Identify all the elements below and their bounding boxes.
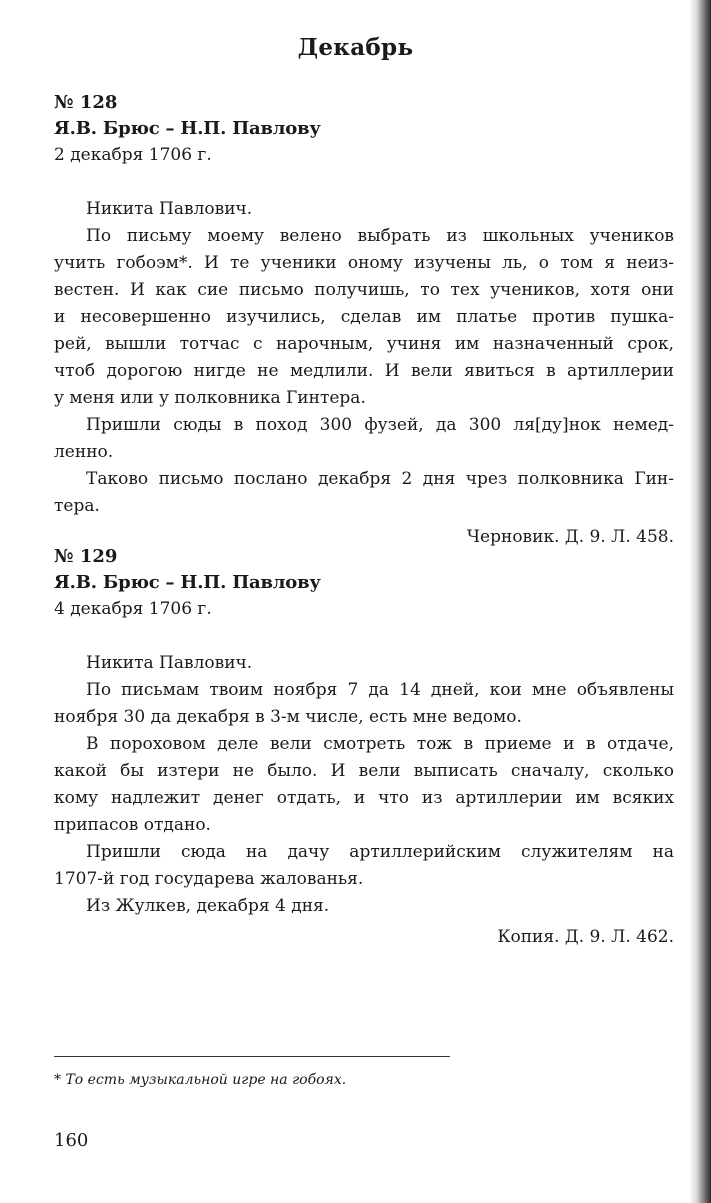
text-line: рей, вышли тотчас с нарочным, учиня им назначенный срок, xyxy=(54,334,674,354)
letter-body xyxy=(54,196,674,520)
text-line: учить гобоэм*. И те ученики оному изучены ль, о том я неиз- xyxy=(54,253,674,273)
letter-date: 4 декабря 1706 г. xyxy=(54,599,212,619)
text-line: Из Жулкев, декабря 4 дня. xyxy=(86,896,330,916)
archive-source: Черновик. Д. 9. Л. 458. xyxy=(466,527,674,547)
text-line: Пришли сюды в поход 300 фузей, да 300 ля[ду]нок немед- xyxy=(86,415,674,435)
page-number: 160 xyxy=(54,1130,89,1151)
footnote: * То есть музыкальной игре на гобоях. xyxy=(54,1072,347,1088)
paragraph xyxy=(54,839,674,893)
paragraph xyxy=(54,466,674,520)
text-line: тера. xyxy=(54,496,100,516)
month-heading: Декабрь xyxy=(297,34,414,61)
text-line: припасов отдано. xyxy=(54,815,211,835)
letter-number: № 128 xyxy=(54,92,118,113)
archive-source: Копия. Д. 9. Л. 462. xyxy=(497,927,674,947)
paragraph xyxy=(54,223,674,412)
letter-body xyxy=(54,650,674,920)
text-line: ленно. xyxy=(54,442,114,462)
text-line: В пороховом деле вели смотреть тож в приеме и в отдаче, xyxy=(86,734,674,754)
paragraph xyxy=(54,893,674,920)
text-line: По письмам твоим ноября 7 да 14 дней, кои мне объявлены xyxy=(86,680,674,700)
text-line: ноября 30 да декабря в 3-м числе, есть мне ведомо. xyxy=(54,707,522,727)
paragraph xyxy=(54,677,674,731)
letter-number: № 129 xyxy=(54,546,118,567)
text-line: кому надлежит денег отдать, и что из артиллерии им всяких xyxy=(54,788,674,808)
letter-date: 2 декабря 1706 г. xyxy=(54,145,212,165)
text-line: По письму моему велено выбрать из школьных учеников xyxy=(86,226,674,246)
letter-correspondents: Я.В. Брюс – Н.П. Павлову xyxy=(54,118,321,139)
text-line: вестен. И как сие письмо получишь, то тех учеников, хотя они xyxy=(54,280,674,300)
text-line: чтоб дорогою нигде не медлили. И вели явиться в артиллерии xyxy=(54,361,674,381)
paragraph xyxy=(54,412,674,466)
text-line: и несовершенно изучились, сделав им платье против пушка- xyxy=(54,307,674,327)
text-line: Пришли сюда на дачу артиллерийским служителям на xyxy=(86,842,674,862)
paragraph xyxy=(54,731,674,839)
letter-128 xyxy=(54,90,674,551)
letter-correspondents: Я.В. Брюс – Н.П. Павлову xyxy=(54,572,321,593)
salutation: Никита Павлович. xyxy=(86,199,253,219)
book-binding-shadow xyxy=(689,0,711,1203)
salutation: Никита Павлович. xyxy=(86,653,253,673)
text-line: у меня или у полковника Гинтера. xyxy=(54,388,366,408)
text-line: Таково письмо послано декабря 2 дня чрез полковника Гин- xyxy=(86,469,674,489)
text-line: 1707-й год государева жалованья. xyxy=(54,869,364,889)
letter-129 xyxy=(54,544,674,951)
text-line: какой бы изтери не было. И вели выписать сначалу, сколько xyxy=(54,761,674,781)
footnote-divider xyxy=(54,1056,450,1057)
